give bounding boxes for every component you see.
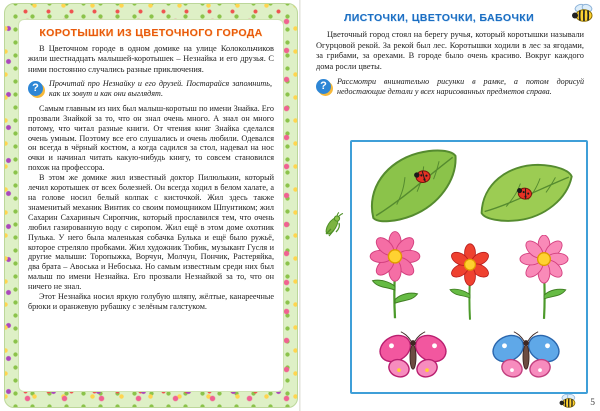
left-page-content xyxy=(18,19,284,392)
right-page-title: ЛИСТОЧКИ, ЦВЕТОЧКИ, БАБОЧКИ xyxy=(343,12,535,24)
butterfly-drawing-pink xyxy=(368,328,458,386)
question-mark-glyph: ? xyxy=(32,82,39,95)
question-mark-glyph: ? xyxy=(320,80,327,93)
right-page xyxy=(300,0,600,411)
question-icon xyxy=(316,79,331,94)
left-task-text: Прочитай про Незнайку и его друзей. Постарайся запомнить, как их зовут и как они выглядят. xyxy=(49,79,272,99)
page-number: 5 xyxy=(590,398,595,408)
right-task-block xyxy=(316,77,584,97)
leaves-row xyxy=(356,148,582,226)
flower-drawing-red xyxy=(443,243,497,323)
left-paragraph-1: Самым главным из них был малыш-коротыш по имени Знайка. Его прозвали Знайкой за то, что он знал очень много. А знал он много потому, что читал разные книги. От чтения книг Знайка сделался очень умным. Поэтому все его слушались и очень любили. Одевался он всегда в чёрный костюм, а когда садился за стол, надевал на нос очки и начинал читать какую-нибудь книгу, то совсем становился похож на профессора. xyxy=(28,103,274,173)
butterfly-drawing-blue xyxy=(481,328,571,386)
left-intro-text: В Цветочном городе в одном домике на улице Колокольчиков жили шестнадцать малышей-коротышек – Незнайка и его друзья. С ними постоянно случались разные приключения. xyxy=(28,44,274,74)
butterflies-row xyxy=(356,328,582,386)
question-icon xyxy=(28,81,43,96)
book-spine xyxy=(299,0,301,411)
grasshopper-icon xyxy=(320,212,344,238)
leaf-drawing xyxy=(359,141,468,226)
picture-frame xyxy=(350,140,588,394)
left-paragraph-3: Этот Незнайка носил яркую голубую шляпу, жёлтые, канареечные брюки и оранжевую рубашку с зелёным галстуком. xyxy=(28,292,274,311)
right-intro-text: Цветочный город стоял на берегу ручья, который коротышки называли Огурцовой рекой. За рекой был лес. Коротышки ходили в лес за ягодами, за грибами, за орехами. В городе было очень красиво. Вокруг каждого дома росли цветы. xyxy=(316,30,584,71)
leaf-drawing xyxy=(475,152,579,231)
left-task-block xyxy=(28,79,272,99)
bee-icon xyxy=(558,393,578,409)
left-paragraph-2: В этом же домике жил известный доктор Пилюлькин, который лечил коротышек от всех болезней. Он всегда ходил в белом халате, а на голове носил белый колпак с кисточкой. Жил здесь также знаменитый механик Винтик со своим помощником Шпунтиком; жил Сахарин Сахариныч Сиропчик, который прославился тем, что очень любил газированную воду с сиропом. Жил ещё в этом доме охотник Пулька. У него была маленькая собачка Булька и ещё было ружьё, которое стреляло пробками. Жил художник Тюбик, музыкант Гусля и другие малыши: Торопыжка, Ворчун, Молчун, Пончик, Растеряйка, два брата – Авоська и Небоська. Но самым известным среди них был малыш по имени Незнайка. Его прозвали Незнайкой за то, что он ничего не знал. xyxy=(28,173,274,292)
floral-border xyxy=(4,3,298,408)
flower-drawing xyxy=(515,235,573,323)
right-task-text: Рассмотри внимательно рисунки в рамке, а потом дорисуй недостающие детали у всех нарисованных предметов справа. xyxy=(337,77,584,97)
flowers-row xyxy=(356,231,582,323)
flower-drawing xyxy=(365,231,425,323)
left-page-title: КОРОТЫШКИ ИЗ ЦВЕТОЧНОГО ГОРОДА xyxy=(39,27,263,39)
bee-icon xyxy=(570,3,596,23)
